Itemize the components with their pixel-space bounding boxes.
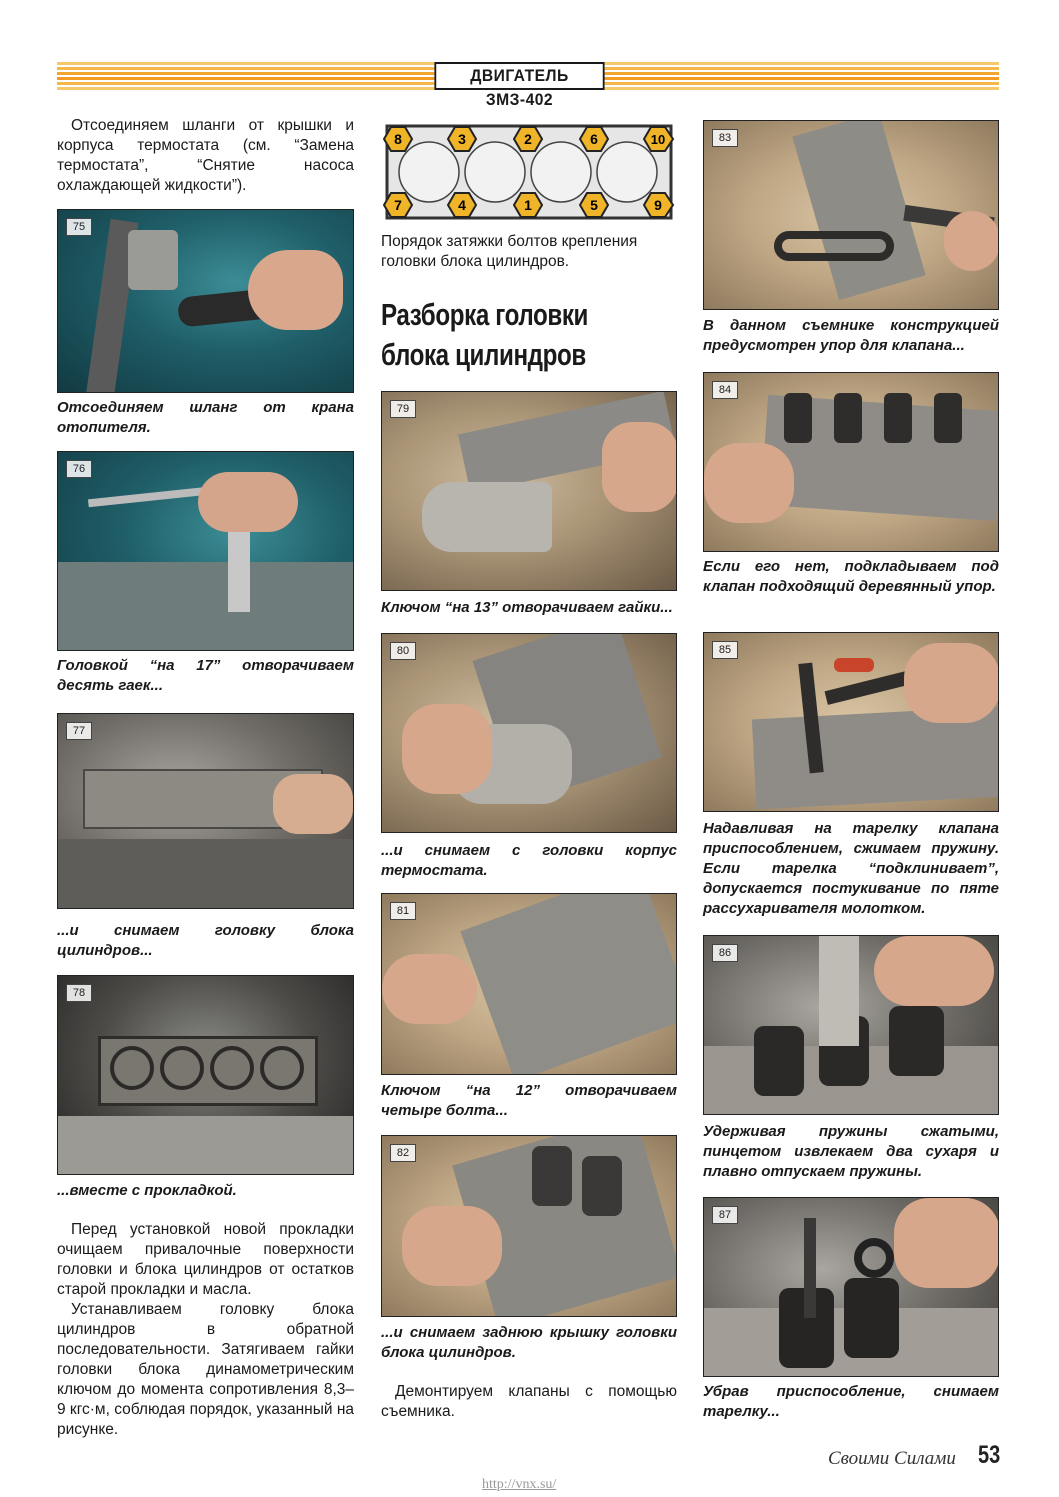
intro-text: Отсоединяем шланги от крышки и корпуса термостата (см. “Замена термостата”, “Снятие насоса охлаждающей жидкости”).: [57, 117, 354, 194]
photo-number: 75: [66, 218, 92, 236]
photo-85: [703, 632, 999, 812]
paragraph-gasket: Перед установкой новой прокладки очищаем привалочные поверхности головки и блока цилиндров от остатков старой прокладки и масла.: [57, 1221, 354, 1298]
section-title-line: Разборка головки: [381, 297, 589, 332]
bolt-label: 1: [524, 197, 532, 213]
bolt-marker: [514, 127, 542, 151]
photo-76: [57, 451, 354, 651]
caption-78: ...вместе с прокладкой.: [57, 1182, 237, 1199]
caption-77: ...и снимаем головку блока цилиндров...: [57, 922, 354, 959]
bolt-marker: [384, 127, 412, 151]
caption-84: Если его нет, подкладываем под клапан подходящий деревянный упор.: [703, 558, 999, 595]
photo-number: 77: [66, 722, 92, 740]
caption-82: ...и снимаем заднюю крышку головки блока цилиндров.: [381, 1324, 677, 1361]
caption-80: ...и снимаем с головки корпус термостата.: [381, 842, 677, 879]
bolt-label: 4: [458, 197, 466, 213]
section-title-line: блока цилиндров: [381, 337, 586, 372]
photo-80: [381, 633, 677, 833]
caption-85: Надавливая на тарелку клапана приспособлением, сжимаем пружину. Если тарелка “подклинивает”, допускается постукивание по пяте рассухаривателя молотком.: [703, 820, 999, 917]
page-title: ДВИГАТЕЛЬ ЗМЗ-402: [434, 62, 604, 90]
caption-86: Удерживая пружины сжатыми, пинцетом извлекаем два сухаря и плавно отпускаем пружины.: [703, 1123, 999, 1180]
caption-83: В данном съемнике конструкцией предусмотрен упор для клапана...: [703, 317, 999, 354]
photo-number: 86: [712, 944, 738, 962]
bolt-label: 7: [394, 197, 402, 213]
source-url[interactable]: http://vnx.su/: [482, 1477, 557, 1492]
caption-81: Ключом “на 12” отворачиваем четыре болта...: [381, 1082, 677, 1119]
bolt-label: 6: [590, 131, 598, 147]
bolt-tightening-diagram: [381, 120, 677, 224]
caption-87: Убрав приспособление, снимаем тарелку...: [703, 1383, 999, 1420]
bolt-label: 2: [524, 131, 532, 147]
caption-79: Ключом “на 13” отворачиваем гайки...: [381, 599, 673, 616]
bolt-marker: [384, 193, 412, 217]
page-number: 53: [978, 1441, 1001, 1469]
bolt-label: 8: [394, 131, 402, 147]
bolt-marker: [448, 127, 476, 151]
caption-76: Головкой “на 17” отворачиваем десять гаек...: [57, 657, 354, 694]
photo-82: [381, 1135, 677, 1317]
photo-number: 85: [712, 641, 738, 659]
bolt-label: 10: [650, 132, 666, 147]
paragraph-install: Устанавливаем головку блока цилиндров в обратной последовательности. Затягиваем гайки головки блока динамометрическим ключом до момента сопротивления 8,3–9 кгс·м, соблюдая порядок, указанный на рисунке.: [57, 1301, 354, 1438]
bolt-marker: [514, 193, 542, 217]
photo-84: [703, 372, 999, 552]
photo-number: 87: [712, 1206, 738, 1224]
bolt-label: 5: [590, 197, 598, 213]
diagram-caption: Порядок затяжки болтов крепления головки блока цилиндров.: [381, 233, 638, 270]
section-title: [381, 295, 615, 375]
bolt-marker: [448, 193, 476, 217]
photo-number: 80: [390, 642, 416, 660]
photo-87: [703, 1197, 999, 1377]
photo-number: 76: [66, 460, 92, 478]
bolt-marker: [580, 127, 608, 151]
bolt-marker: [580, 193, 608, 217]
photo-79: [381, 391, 677, 591]
photo-number: 83: [712, 129, 738, 147]
photo-number: 79: [390, 400, 416, 418]
bolt-label: 3: [458, 131, 466, 147]
photo-86: [703, 935, 999, 1115]
photo-78: [57, 975, 354, 1175]
caption-75: Отсоединяем шланг от крана отопителя.: [57, 399, 354, 436]
paragraph-valves: Демонтируем клапаны с помощью съемника.: [381, 1383, 677, 1420]
photo-number: 81: [390, 902, 416, 920]
photo-83: [703, 120, 999, 310]
photo-number: 84: [712, 381, 738, 399]
photo-77: [57, 713, 354, 909]
photo-81: [381, 893, 677, 1075]
brand-logo: Своими Силами: [828, 1448, 956, 1469]
photo-number: 78: [66, 984, 92, 1002]
bolt-label: 9: [654, 197, 662, 213]
photo-number: 82: [390, 1144, 416, 1162]
photo-75: [57, 209, 354, 393]
